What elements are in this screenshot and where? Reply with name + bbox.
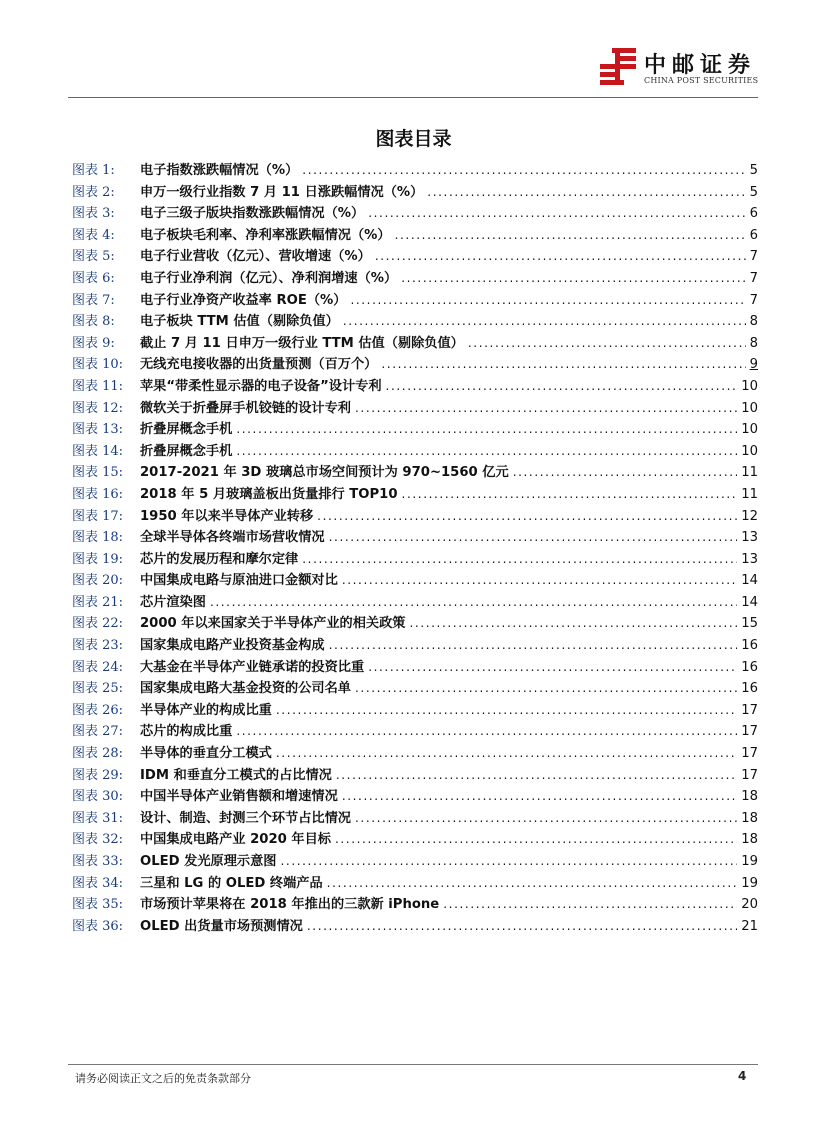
toc-entry-label: 图表 21: (72, 594, 124, 610)
toc-entry-label: 图表 12: (72, 400, 124, 416)
toc-entry-leader (329, 635, 738, 657)
toc-entry-label: 图表 1: (72, 163, 115, 178)
toc-entry-leader (236, 721, 737, 743)
toc-entry-label: 图表 17: (72, 508, 124, 524)
toc-entry-title: 市场预计苹果将在 2018 年推出的三款新 iPhone (140, 897, 440, 913)
toc-entry-page: 17 (741, 767, 758, 783)
toc-entry-label: 图表 34: (72, 875, 124, 891)
toc-entry-page: 21 (741, 918, 758, 934)
toc-entry[interactable] (72, 441, 758, 463)
toc-entry[interactable] (72, 808, 758, 830)
toc-entry-page: 10 (741, 422, 758, 438)
toc-entry-label: 图表 28: (72, 746, 124, 762)
toc-entry-page: 18 (741, 810, 758, 826)
toc-entry[interactable] (72, 376, 758, 398)
toc-entry[interactable] (72, 311, 758, 333)
toc-entry-label: 图表 19: (72, 551, 124, 567)
toc-entry-label: 图表 15: (72, 465, 124, 481)
toc-entry-leader (236, 441, 737, 463)
toc-entry[interactable] (72, 592, 758, 614)
toc-entry-title: 申万一级行业指数 7 月 11 日涨跌幅情况（%） (140, 184, 424, 200)
toc-entry-leader (302, 160, 745, 182)
toc-entry-label: 图表 5: (72, 249, 115, 265)
toc-entry-label: 图表 23: (72, 638, 124, 654)
toc-entry[interactable] (72, 916, 758, 938)
toc-entry-label: 图表 29: (72, 767, 124, 783)
company-name-en: CHINA POST SECURITIES (644, 76, 759, 85)
toc-entry-page: 10 (741, 378, 758, 394)
toc-entry-title: 半导体的垂直分工模式 (140, 746, 272, 762)
toc-entry-label: 图表 8: (72, 314, 115, 330)
toc-entry-page: 16 (741, 638, 758, 654)
toc-entry[interactable] (72, 570, 758, 592)
toc-entry-page: 6 (749, 206, 758, 222)
toc-entry-page: 11 (741, 465, 758, 481)
toc-entry-page: 20 (741, 897, 758, 913)
footer-divider (68, 1064, 758, 1065)
toc-entry-leader (276, 700, 737, 722)
toc-entry-title: 电子行业净资产收益率 ROE（%） (140, 292, 347, 308)
toc-entry-title: 电子行业营收（亿元）、营收增速（%） (140, 249, 371, 265)
header-divider (68, 97, 758, 98)
toc-entry[interactable] (72, 873, 758, 895)
toc-entry-leader (443, 894, 737, 916)
toc-entry[interactable] (72, 225, 758, 247)
toc-entry[interactable] (72, 182, 758, 204)
toc-entry-title: 电子板块 TTM 估值（剔除负值） (140, 314, 339, 330)
toc-entry-leader (368, 203, 745, 225)
toc-entry-leader (342, 570, 737, 592)
toc-entry-leader (317, 506, 737, 528)
toc-entry[interactable] (72, 635, 758, 657)
toc-entry-page: 9 (749, 357, 758, 373)
toc-entry-leader (368, 657, 737, 679)
toc-entry-leader (236, 419, 737, 441)
toc-entry-leader (343, 311, 746, 333)
toc-entry-label: 图表 3: (72, 206, 115, 222)
toc-entry-title: 全球半导体各终端市场营收情况 (140, 530, 325, 546)
toc-entry-leader (329, 527, 738, 549)
toc-entry-label: 图表 27: (72, 724, 124, 740)
toc-entry-title: 1950 年以来半导体产业转移 (140, 508, 314, 524)
toc-entry-label: 图表 2: (72, 184, 115, 200)
toc-entry[interactable] (72, 786, 758, 808)
toc-entry[interactable] (72, 527, 758, 549)
toc-entry-title: 中国半导体产业销售额和增速情况 (140, 789, 338, 805)
toc-entry-page: 17 (741, 724, 758, 740)
toc-entry-page: 5 (749, 184, 758, 200)
toc-entry[interactable] (72, 484, 758, 506)
toc-entry[interactable] (72, 765, 758, 787)
toc-entry-label: 图表 18: (72, 530, 124, 546)
toc-entry-title: 折叠屏概念手机 (140, 422, 233, 438)
toc-entry-label: 图表 4: (72, 227, 115, 243)
toc-entry-page: 16 (741, 659, 758, 675)
toc-entry-title: 电子三级子版块指数涨跌幅情况（%） (140, 206, 365, 222)
toc-entry-title: 苹果“带柔性显示器的电子设备”设计专利 (140, 378, 382, 394)
toc-entry[interactable] (72, 203, 758, 225)
toc-entry[interactable] (72, 506, 758, 528)
page-number: 4 (738, 1069, 747, 1083)
toc-entry-title: OLED 发光原理示意图 (140, 854, 277, 869)
toc-entry-label: 图表 10: (72, 357, 124, 373)
toc-entry-page: 13 (741, 530, 758, 546)
toc-entry-page: 8 (749, 335, 758, 351)
toc-entry-title: 设计、制造、封测三个环节占比情况 (140, 810, 351, 826)
toc-entry-title: 半导体产业的构成比重 (140, 702, 272, 718)
toc-entry-leader (280, 851, 737, 873)
toc-entry[interactable] (72, 743, 758, 765)
toc-entry[interactable] (72, 246, 758, 268)
toc-entry-label: 图表 33: (72, 854, 124, 869)
toc-entry[interactable] (72, 160, 758, 182)
toc-entry[interactable] (72, 613, 758, 635)
toc-entry[interactable] (72, 333, 758, 355)
toc-entry-label: 图表 30: (72, 789, 124, 805)
toc-entry-label: 图表 16: (72, 486, 124, 502)
disclaimer-note: 请务必阅读正文之后的免责条款部分 (75, 1072, 251, 1085)
toc-entry-leader (302, 549, 737, 571)
toc-entry-label: 图表 25: (72, 681, 124, 697)
toc-entry-leader (513, 462, 738, 484)
toc-entry-title: 中国集成电路产业 2020 年目标 (140, 832, 331, 848)
toc-entry[interactable] (72, 290, 758, 312)
toc-entry-title: 截止 7 月 11 日申万一级行业 TTM 估值（剔除负值） (140, 335, 464, 351)
company-name-cn: 中邮证券 (644, 52, 757, 78)
toc-entry-page: 5 (749, 163, 758, 178)
toc-entry-page: 14 (741, 594, 758, 610)
toc-title: 图表目录 (375, 128, 452, 150)
toc-entry-title: 国家集成电路大基金投资的公司名单 (140, 681, 351, 697)
toc-entry-page: 18 (741, 789, 758, 805)
toc-entry-leader (427, 182, 745, 204)
toc-entry[interactable] (72, 419, 758, 441)
toc-entry-label: 图表 14: (72, 443, 124, 459)
toc-entry[interactable] (72, 700, 758, 722)
toc-entry-title: 2017-2021 年 3D 玻璃总市场空间预计为 970~1560 亿元 (140, 465, 509, 481)
toc-entry-leader (342, 786, 737, 808)
toc-entry-label: 图表 7: (72, 292, 115, 308)
toc-entry-leader (307, 916, 737, 938)
toc-entry-page: 14 (741, 573, 758, 589)
china-post-logo-icon (598, 46, 638, 86)
toc-entry-label: 图表 6: (72, 270, 115, 286)
toc-entry-leader (327, 873, 738, 895)
toc-entry-title: 电子指数涨跌幅情况（%） (140, 163, 299, 178)
toc-entry[interactable] (72, 549, 758, 571)
toc-entry-page: 10 (741, 400, 758, 416)
toc-entry-label: 图表 35: (72, 897, 124, 913)
toc-entry-title: IDM 和垂直分工模式的占比情况 (140, 767, 332, 783)
toc-entry-title: 折叠屏概念手机 (140, 443, 233, 459)
toc-entry-title: 中国集成电路与原油进口金额对比 (140, 573, 338, 589)
toc-entry[interactable] (72, 354, 758, 376)
toc-entry-page: 13 (741, 551, 758, 567)
toc-entry-leader (409, 613, 737, 635)
toc-entry-title: 三星和 LG 的 OLED 终端产品 (140, 875, 323, 891)
toc-entry-title: 电子板块毛利率、净利率涨跌幅情况（%） (140, 227, 391, 243)
toc-entry-label: 图表 31: (72, 810, 124, 826)
toc-entry-leader (336, 765, 737, 787)
toc-entry-page: 8 (749, 314, 758, 330)
toc-entry[interactable] (72, 398, 758, 420)
toc-entry-page: 15 (741, 616, 758, 632)
toc-entry-leader (355, 398, 737, 420)
toc-entry-label: 图表 36: (72, 918, 124, 934)
toc-entry-label: 图表 22: (72, 616, 124, 632)
toc-list (72, 160, 758, 937)
toc-entry-page: 17 (741, 746, 758, 762)
toc-entry-leader (276, 743, 737, 765)
toc-entry-page: 19 (741, 854, 758, 869)
toc-entry-title: 电子行业净利润（亿元）、净利润增速（%） (140, 270, 398, 286)
toc-entry-leader (386, 376, 738, 398)
toc-entry-leader (381, 354, 745, 376)
toc-entry-title: 大基金在半导体产业链承诺的投资比重 (140, 659, 365, 675)
toc-entry[interactable] (72, 678, 758, 700)
toc-entry[interactable] (72, 462, 758, 484)
toc-entry-page: 16 (741, 681, 758, 697)
toc-entry-label: 图表 24: (72, 659, 124, 675)
toc-entry-leader (402, 484, 738, 506)
toc-entry-page: 7 (749, 292, 758, 308)
company-logo (598, 46, 758, 90)
toc-entry-leader (468, 333, 746, 355)
toc-entry-leader (375, 246, 746, 268)
toc-entry-title: 2000 年以来国家关于半导体产业的相关政策 (140, 616, 406, 632)
toc-entry-page: 6 (749, 227, 758, 243)
toc-entry-title: 芯片渲染图 (140, 594, 206, 610)
toc-entry-label: 图表 9: (72, 335, 115, 351)
toc-entry-title: 2018 年 5 月玻璃盖板出货量排行 TOP10 (140, 486, 398, 502)
toc-entry[interactable] (72, 657, 758, 679)
toc-entry-title: OLED 出货量市场预测情况 (140, 918, 303, 934)
toc-entry-page: 11 (741, 486, 758, 502)
toc-entry-page: 12 (741, 508, 758, 524)
toc-entry-page: 17 (741, 702, 758, 718)
toc-entry-title: 国家集成电路产业投资基金构成 (140, 638, 325, 654)
toc-entry[interactable] (72, 829, 758, 851)
toc-entry-leader (355, 808, 737, 830)
toc-entry-title: 微软关于折叠屏手机铰链的设计专利 (140, 400, 351, 416)
toc-entry-label: 图表 13: (72, 422, 124, 438)
toc-entry-page: 19 (741, 875, 758, 891)
toc-entry-page: 7 (749, 270, 758, 286)
toc-entry-leader (401, 268, 745, 290)
toc-entry-label: 图表 20: (72, 573, 124, 589)
toc-entry-page: 18 (741, 832, 758, 848)
toc-entry-title: 芯片的发展历程和摩尔定律 (140, 551, 299, 567)
toc-entry[interactable] (72, 268, 758, 290)
toc-entry-leader (355, 678, 737, 700)
toc-entry-label: 图表 32: (72, 832, 124, 848)
toc-entry-title: 芯片的构成比重 (140, 724, 233, 740)
toc-entry[interactable] (72, 851, 758, 873)
toc-entry[interactable] (72, 894, 758, 916)
toc-entry-leader (350, 290, 745, 312)
toc-entry[interactable] (72, 721, 758, 743)
toc-entry-label: 图表 11: (72, 378, 124, 394)
toc-entry-title: 无线充电接收器的出货量预测（百万个） (140, 357, 378, 373)
toc-entry-leader (335, 829, 737, 851)
toc-entry-leader (395, 225, 746, 247)
toc-entry-label: 图表 26: (72, 702, 124, 718)
toc-entry-leader (210, 592, 737, 614)
toc-entry-page: 10 (741, 443, 758, 459)
toc-entry-page: 7 (749, 249, 758, 265)
